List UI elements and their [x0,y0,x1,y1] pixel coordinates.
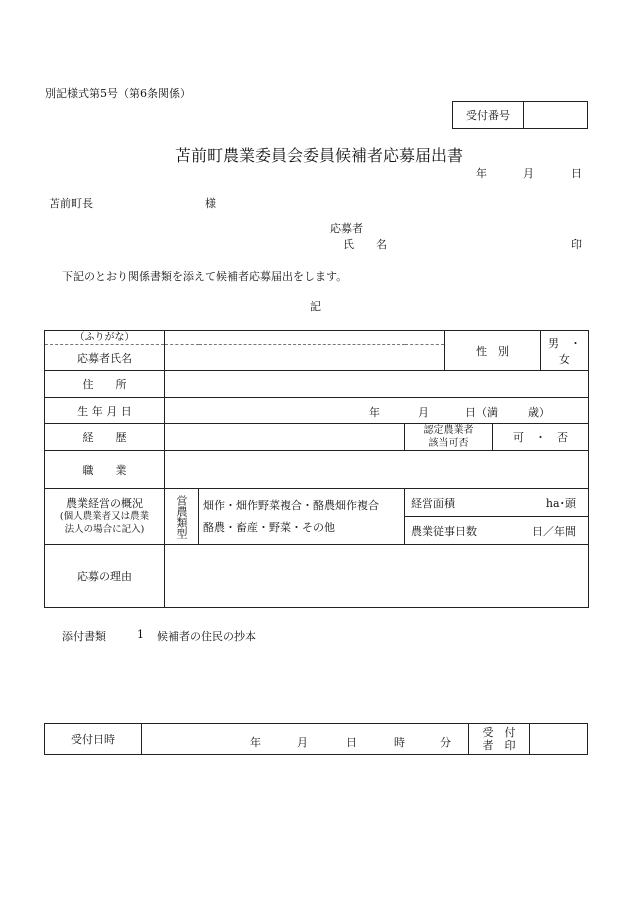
application-table [44,330,593,608]
certified-farmer-line2: 該当可否 [428,438,469,449]
gender-label: 性 別 [445,331,541,371]
occupation-field[interactable] [165,451,589,489]
addressee-honorific: 様 [205,197,216,210]
gender-options[interactable]: 男 ・ 女 [541,331,589,371]
address-field[interactable] [165,371,589,398]
career-field[interactable] [165,424,405,451]
applicant-seal: 印 [571,238,582,251]
attachments-number: 1 [137,628,144,641]
management-area-unit: ha･頭 [545,496,577,510]
applicant-name-label-cell: 応募者氏名 [45,345,165,371]
farm-overview-title: 農業経営の概況 [66,497,143,510]
certified-options[interactable]: 可 ・ 否 [493,424,589,451]
receipt-number-field[interactable] [524,102,588,129]
farm-note-line1: (個人農業者又は農業 [59,511,150,522]
farm-days-unit: 日／年間 [532,524,577,538]
furigana-label: （ふりがな） [45,331,165,345]
receiver-seal-label [469,724,530,755]
form-number: 別記様式第5号（第6条関係） [45,87,191,100]
intro-text: 下記のとおり関係書類を添えて候補者応募届出をします。 [62,270,348,283]
occupation-label: 職 業 [45,451,165,489]
receipt-table [44,723,588,755]
farm-days-cell[interactable] [405,517,589,545]
reason-label: 応募の理由 [45,545,165,608]
attachments-item: 候補者の住民の抄本 [157,630,256,643]
management-area-cell[interactable] [405,489,589,517]
receiver-line1: 受 付 [482,726,516,739]
receipt-number-box [452,101,588,129]
form-title: 苫前町農業委員会委員候補者応募届出書 [175,146,464,165]
receipt-minute: 分 [440,736,451,749]
receipt-datetime-field[interactable] [142,724,469,755]
receipt-month: 月 [297,736,308,749]
birth-age: 歳） [528,406,550,419]
certified-farmer-line1: 認定農業者 [423,425,474,436]
applicant-name-field[interactable] [165,345,445,371]
attachments-label: 添付書類 [62,630,106,643]
applicant-name-label: 氏 名 [343,238,387,251]
receipt-number-label: 受付番号 [453,102,524,129]
receipt-year: 年 [250,736,261,749]
receipt-day: 日 [346,736,357,749]
certified-farmer-label [405,424,493,451]
receiver-seal-field[interactable] [530,724,588,755]
receipt-hour: 時 [394,736,405,749]
applicant-label: 応募者 [330,222,363,235]
farm-type-options[interactable] [199,489,405,545]
birth-date-label: 生 年 月 日 [45,398,165,424]
furigana-field[interactable] [165,331,445,345]
date-year: 年 [476,167,487,180]
farm-type-line2: 酪農・畜産・野菜・その他 [203,520,335,534]
career-label: 経 歴 [45,424,165,451]
receipt-datetime-label: 受付日時 [45,724,142,755]
addressee-name: 苫前町長 [49,197,93,210]
reason-field[interactable] [165,545,589,608]
farm-overview-label [45,489,165,545]
ki-mark: 記 [310,300,321,313]
date-day: 日 [571,167,582,180]
birth-date-field[interactable] [165,398,589,424]
management-area-label: 経営面積 [411,496,455,510]
birth-month: 月 [418,406,429,419]
farm-type-vertical-label: 営農類型 [175,494,188,539]
farm-note-line2: 法人の場合に記入) [64,524,145,535]
date-month: 月 [523,167,534,180]
farm-type-line1: 畑作・畑作野菜複合・酪農畑作複合 [203,498,379,512]
birth-day: 日（満 [465,406,498,419]
farm-type-vertical-cell [165,489,199,545]
birth-year: 年 [369,406,380,419]
receiver-line2: 者 印 [482,739,516,752]
farm-days-label: 農業従事日数 [411,524,477,538]
address-label: 住 所 [45,371,165,398]
